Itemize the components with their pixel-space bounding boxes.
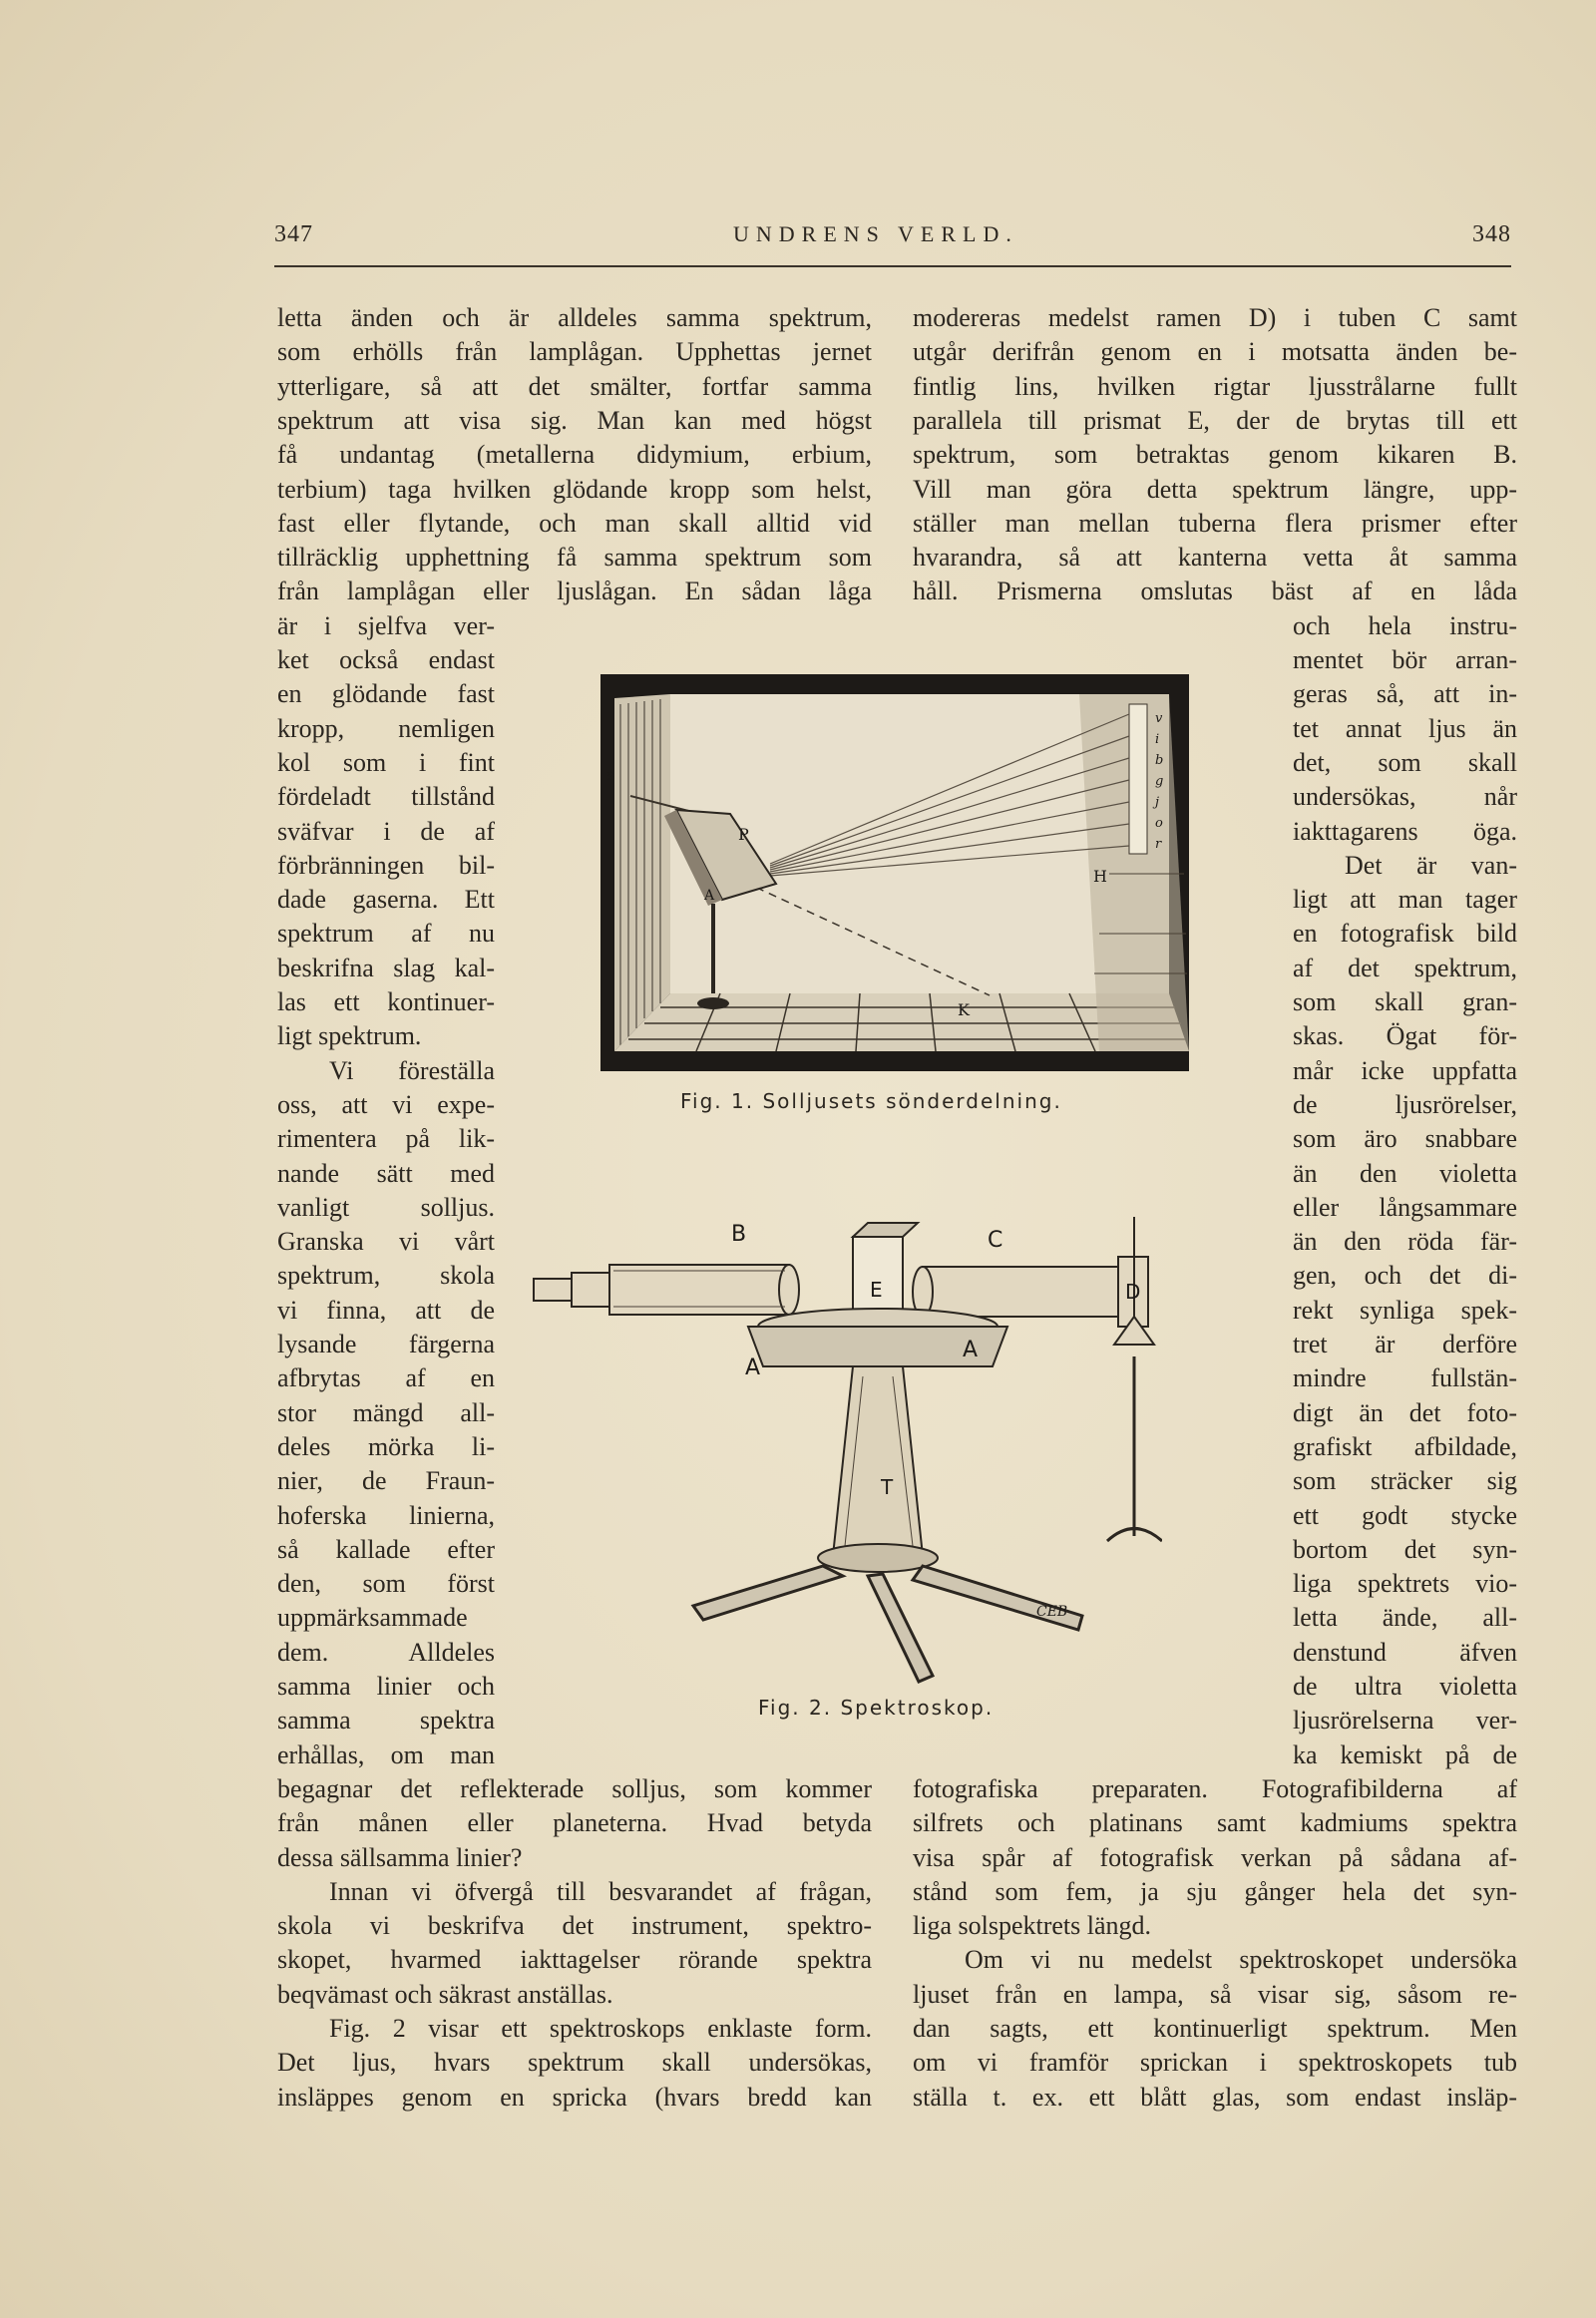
text-line: förbränningen bil- xyxy=(277,850,495,880)
text-line: letta änden och är alldeles samma spektrum, xyxy=(277,303,872,332)
text-line: Vill man göra detta spektrum längre, upp- xyxy=(913,474,1517,504)
text-line: hoferska linierna, xyxy=(277,1500,495,1530)
text-line: dade gaserna. Ett xyxy=(277,885,495,915)
fig2-label-e: E xyxy=(870,1278,883,1302)
text-line: bortom det syn- xyxy=(1293,1534,1517,1564)
fig1-label-h: H xyxy=(1093,867,1107,886)
text-line: utgår derifrån genom en i motsatta änden be- xyxy=(913,337,1517,367)
text-line: om vi framför sprickan i spektroskopets tub xyxy=(913,2048,1517,2078)
text-line: geras så, att in- xyxy=(1293,679,1517,709)
text-line: liga spektrets vio- xyxy=(1293,1569,1517,1599)
spectrum-letter: g xyxy=(1155,774,1164,789)
text-line: rekt synliga spek- xyxy=(1293,1295,1517,1325)
spectrum-letter: r xyxy=(1155,837,1162,852)
text-line: skola vi beskrifva det instrument, spektro- xyxy=(277,1911,872,1941)
text-line: spektrum af nu xyxy=(277,919,495,949)
figure-2 xyxy=(524,1197,1162,1701)
text-line: som skall gran- xyxy=(1293,987,1517,1016)
text-line: eller långsammare xyxy=(1293,1192,1517,1222)
text-line: lysande färgerna xyxy=(277,1330,495,1358)
text-line: ket också endast xyxy=(277,645,495,674)
text-line: det, som skall xyxy=(1293,747,1517,777)
text-line: dem. Alldeles xyxy=(277,1637,495,1667)
text-line: en fotografisk bild xyxy=(1293,919,1517,949)
text-line: Det är van- xyxy=(1345,850,1517,880)
text-line: digt än det foto- xyxy=(1293,1397,1517,1427)
spectrum-letter: j xyxy=(1155,795,1160,810)
page-header xyxy=(274,221,1511,261)
text-line: undersökas, når xyxy=(1293,782,1517,812)
text-line: insläppes genom en spricka (hvars bredd kan xyxy=(277,2082,872,2112)
text-line: Om vi nu medelst spektroskopet undersöka xyxy=(965,1945,1517,1975)
fig2-label-a-left: A xyxy=(745,1355,761,1380)
text-line: dessa sällsamma linier? xyxy=(277,1842,523,1872)
text-line: en glödande fast xyxy=(277,679,495,709)
text-line: kol som i fint xyxy=(277,747,495,777)
text-line: modereras medelst ramen D) i tuben C samt xyxy=(913,303,1517,332)
text-line: gen, och det di- xyxy=(1293,1261,1517,1291)
figure-1-caption: Fig. 1. Solljusets sönderdelning. xyxy=(680,1089,1062,1113)
text-line: ligt att man tager xyxy=(1293,885,1517,915)
text-line: liga solspektrets längd. xyxy=(913,1911,1152,1941)
text-line: erhållas, om man xyxy=(277,1739,495,1769)
fig1-label-s: s xyxy=(606,765,615,784)
text-line: dan sagts, ett kontinuerligt spektrum. Men xyxy=(913,2014,1517,2043)
text-line: fotografiska preparaten. Fotografibilderna af xyxy=(913,1773,1517,1803)
spectrum-letter: v xyxy=(1155,711,1163,726)
text-line: beskrifna slag kal- xyxy=(277,953,495,982)
text-line: ljuset från en lampa, så visar sig, såsom re- xyxy=(913,1979,1517,2009)
text-line: mindre fullstän- xyxy=(1293,1363,1517,1393)
text-line: Granska vi vårt xyxy=(277,1227,495,1257)
fig1-label-p: P xyxy=(738,825,749,844)
text-line: terbium) taga hvilken glödande kropp som helst, xyxy=(277,474,872,504)
page-number-left: 347 xyxy=(274,221,313,247)
text-line: som äro snabbare xyxy=(1293,1124,1517,1154)
text-line: är i sjelfva ver- xyxy=(277,610,495,640)
fig1-label-k: K xyxy=(958,1000,970,1019)
text-line: samma linier och xyxy=(277,1672,495,1701)
text-line: kropp, nemligen xyxy=(277,713,495,743)
fig2-label-b: B xyxy=(731,1222,747,1247)
figure-2-illustration xyxy=(524,1197,1162,1696)
text-line: iakttagarens öga. xyxy=(1293,816,1517,846)
text-line: grafiskt afbildade, xyxy=(1293,1431,1517,1461)
text-line: spektrum, som betraktas genom kikaren B. xyxy=(913,440,1517,470)
text-line: deles mörka li- xyxy=(277,1431,495,1461)
text-line: mentet bör arran- xyxy=(1293,645,1517,674)
text-line: stånd som fem, ja sju gånger hela det syn- xyxy=(913,1876,1517,1906)
text-line: Fig. 2 visar ett spektroskops enklaste form. xyxy=(329,2014,872,2043)
text-line: af det spektrum, xyxy=(1293,953,1517,982)
text-line: ljusrörelserna ver- xyxy=(1293,1706,1517,1736)
spectrum-letter: b xyxy=(1155,753,1164,768)
fig2-label-d: D xyxy=(1125,1280,1141,1304)
figure-1-illustration xyxy=(600,674,1189,1071)
text-line: ka kemiskt på de xyxy=(1293,1739,1517,1769)
figure-2-caption: Fig. 2. Spektroskop. xyxy=(758,1696,995,1720)
figure-1 xyxy=(600,674,1189,1076)
text-line: las ett kontinuer- xyxy=(277,987,495,1016)
fig2-label-c: C xyxy=(988,1228,1003,1253)
page-number-right: 348 xyxy=(1472,221,1511,247)
fig1-label-a: A xyxy=(704,888,715,904)
text-line: tet annat ljus än xyxy=(1293,713,1517,743)
text-line: fördeladt tillstånd xyxy=(277,782,495,812)
text-line: nande sätt med xyxy=(277,1158,495,1188)
text-line: ett godt stycke xyxy=(1293,1500,1517,1530)
text-line: spektrum att visa sig. Man kan med högst xyxy=(277,405,872,435)
text-line: de ultra violetta xyxy=(1293,1672,1517,1701)
fig2-label-a-right: A xyxy=(963,1338,979,1362)
text-line: ställa t. ex. ett blått glas, som endast insläp- xyxy=(913,2082,1517,2112)
text-line: parallela till prismat E, der de brytas till ett xyxy=(913,405,1517,435)
text-line: hvarandra, så att kanterna vetta åt samma xyxy=(913,543,1517,573)
text-line: visa spår af fotografisk verkan på sådana af- xyxy=(913,1842,1517,1872)
text-line: mår icke uppfatta xyxy=(1293,1055,1517,1085)
text-line: ytterligare, så att det smälter, fortfar samma xyxy=(277,371,872,401)
running-title: UNDRENS VERLD. xyxy=(733,221,1018,246)
text-line: håll. Prismerna omslutas bäst af en låda xyxy=(913,577,1517,606)
text-line: uppmärksammade xyxy=(277,1603,468,1633)
text-line: denstund äfven xyxy=(1293,1637,1517,1667)
text-line: stor mängd all- xyxy=(277,1397,495,1427)
text-line: och hela instru- xyxy=(1293,610,1517,640)
fig2-signature: CEB xyxy=(1036,1604,1068,1620)
text-line: oss, att vi expe- xyxy=(277,1089,495,1119)
text-line: de ljusrörelser, xyxy=(1293,1089,1517,1119)
text-line: spektrum, skola xyxy=(277,1261,495,1291)
text-line: ställer man mellan tuberna flera prismer efter xyxy=(913,508,1517,538)
text-line: som sträcker sig xyxy=(1293,1466,1517,1496)
text-line: Det ljus, hvars spektrum skall undersökas, xyxy=(277,2048,872,2078)
text-line: letta ände, all- xyxy=(1293,1603,1517,1633)
text-line: vi finna, att de xyxy=(277,1295,495,1325)
text-line: beqvämast och säkrast anställas. xyxy=(277,1979,613,2009)
text-line: silfrets och platinans samt kadmiums spektra xyxy=(913,1808,1517,1838)
text-line: som erhölls från lamplågan. Upphettas jernet xyxy=(277,337,872,367)
text-line: begagnar det reflekterade solljus, som kommer xyxy=(277,1773,872,1803)
spectrum-letter: i xyxy=(1155,732,1160,747)
text-line: afbrytas af en xyxy=(277,1363,495,1393)
text-line: så kallade efter xyxy=(277,1534,495,1564)
text-line: skopet, hvarmed iakttagelser rörande spektra xyxy=(277,1945,872,1975)
spectrum-letter: o xyxy=(1155,816,1163,831)
text-line: från månen eller planeterna. Hvad betyda xyxy=(277,1808,872,1838)
text-line: ligt spektrum. xyxy=(277,1021,422,1051)
text-line: rimentera på lik- xyxy=(277,1124,495,1154)
text-line: tillräcklig upphettning få samma spektrum som xyxy=(277,543,872,573)
text-line: vanligt solljus. xyxy=(277,1192,495,1222)
text-line: den, som först xyxy=(277,1569,495,1599)
text-line: Vi föreställa xyxy=(329,1055,495,1085)
text-line: nier, de Fraun- xyxy=(277,1466,495,1496)
fig2-label-t: T xyxy=(881,1475,894,1499)
text-line: sväfvar i de af xyxy=(277,816,495,846)
text-line: fast eller flytande, och man skall alltid vid xyxy=(277,508,872,538)
text-line: än den röda fär- xyxy=(1293,1227,1517,1257)
text-line: tret är derföre xyxy=(1293,1330,1517,1358)
text-line: Innan vi öfvergå till besvarandet af frågan, xyxy=(329,1876,872,1906)
text-line: än den violetta xyxy=(1293,1158,1517,1188)
text-line: samma spektra xyxy=(277,1706,495,1736)
text-line: fintlig lins, hvilken rigtar ljusstrålarne fullt xyxy=(913,371,1517,401)
text-line: från lamplågan eller ljuslågan. En sådan låga xyxy=(277,577,872,606)
text-line: skas. Ögat för- xyxy=(1293,1021,1517,1051)
header-rule xyxy=(274,265,1511,267)
text-line: få undantag (metallerna didymium, erbium, xyxy=(277,440,872,470)
